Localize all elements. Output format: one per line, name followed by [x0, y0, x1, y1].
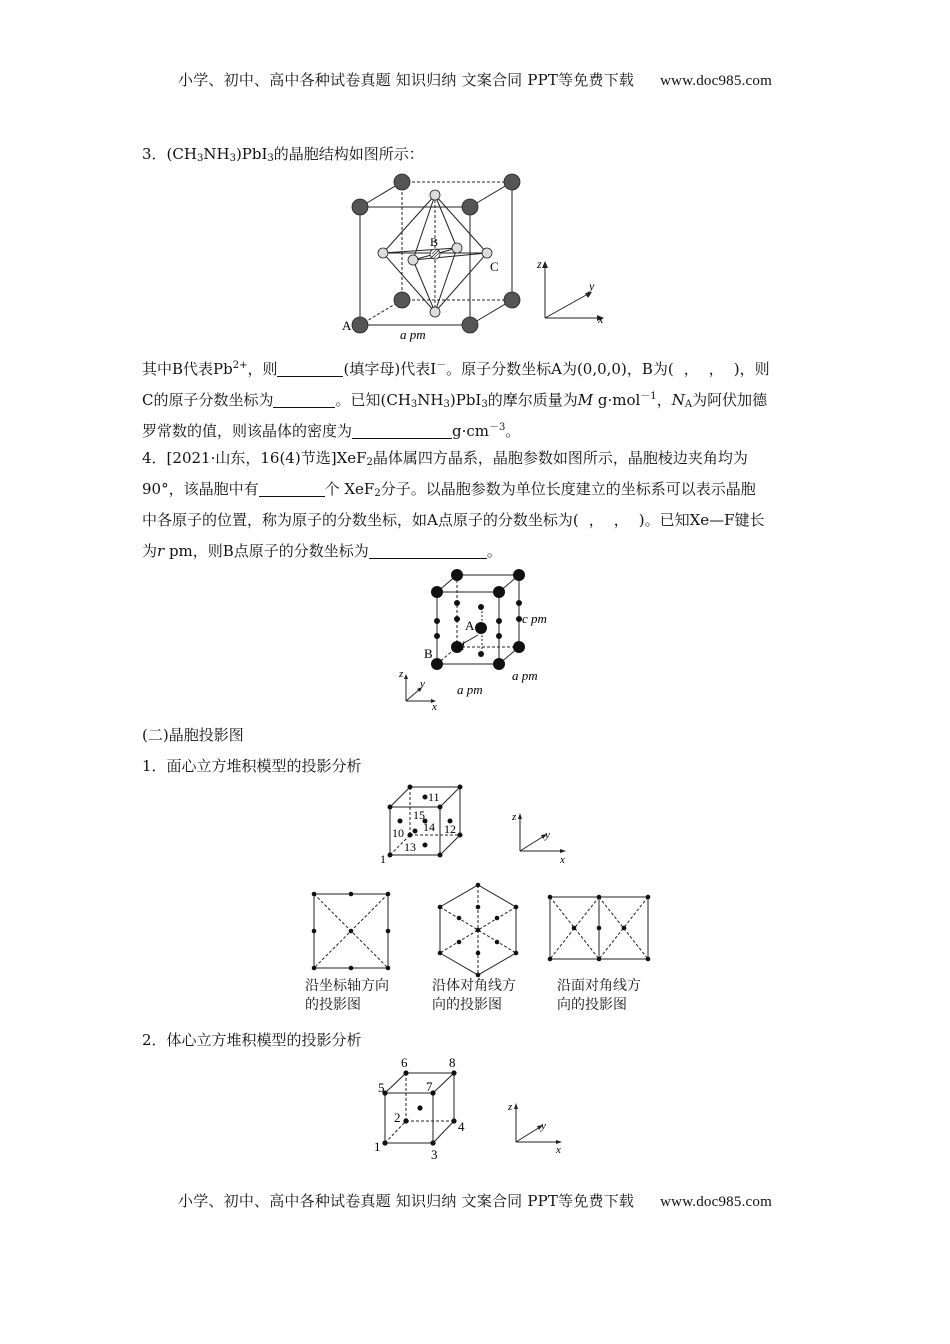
atom — [398, 819, 403, 824]
section-2-title: (二)晶胞投影图 — [142, 726, 244, 744]
atom — [408, 833, 413, 838]
projection-axis — [310, 890, 392, 972]
corner-atom — [462, 317, 478, 333]
corner-atom — [504, 174, 520, 190]
header-url: www.doc985.com — [660, 73, 772, 89]
label-apm-bottom: a pm — [457, 682, 483, 697]
atom — [423, 795, 428, 800]
axis-z: z — [508, 1101, 513, 1113]
label-a: A — [465, 618, 475, 633]
xe-atom — [493, 586, 505, 598]
xe-atom — [493, 658, 505, 670]
corner-atom — [394, 174, 410, 190]
axis-x: x — [556, 1144, 561, 1156]
atom-label: 11 — [428, 790, 440, 804]
atom-label: 10 — [392, 826, 404, 840]
f-atom — [516, 600, 522, 606]
face-atom — [408, 255, 418, 265]
f-atom — [478, 604, 484, 610]
label-a: A — [342, 318, 352, 333]
q4-line-2: 90°，该晶胞中有 个 XeF$_2$分子。以晶胞参数为单位长度建立的坐标系可以表示晶胞 — [142, 480, 756, 499]
atom-label: 6 — [401, 1055, 408, 1070]
xe-atom — [513, 641, 525, 653]
caption-face-diagonal: 沿面对角线方 向的投影图 — [557, 978, 641, 1013]
atom — [423, 843, 428, 848]
answer-blank[interactable] — [277, 360, 343, 377]
f-atom-b — [434, 633, 440, 639]
atom — [408, 785, 413, 790]
atom — [388, 853, 393, 858]
xe-atom-a — [475, 622, 487, 634]
xef2-cell-figure — [395, 565, 565, 713]
answer-blank[interactable] — [352, 422, 452, 439]
axis-z: z — [399, 668, 404, 680]
q3-title: 3．$(CH_3NH_3)PbI_3$的晶胞结构如图所示： — [142, 145, 424, 164]
axis-z: z — [512, 811, 517, 823]
atom-label: 14 — [423, 820, 435, 834]
page-footer — [0, 1190, 950, 1211]
corner-atom — [394, 292, 410, 308]
answer-blank[interactable] — [369, 542, 487, 559]
atom — [438, 853, 443, 858]
f-atom — [434, 618, 440, 624]
atom-label: 8 — [449, 1055, 456, 1070]
atom-label: 1 — [380, 852, 386, 866]
label-c: C — [490, 259, 499, 274]
label-apm: a pm — [400, 327, 426, 342]
q3-line-1: 其中B代表$Pb^{2+}$，则 (填字母)代表I－。原子分数坐标A为(0,0,0)，B为( ， ， )，则 — [142, 360, 770, 378]
xe-atom — [431, 586, 443, 598]
perovskite-cell-figure — [330, 170, 620, 345]
footer-text: 小学、初中、高中各种试卷真题 知识归纳 文案合同 PPT等免费下载 — [178, 1192, 635, 1210]
answer-blank[interactable] — [259, 480, 325, 497]
f-atom — [478, 651, 484, 657]
label-b: B — [424, 646, 433, 661]
f-atom — [454, 600, 460, 606]
face-atom — [482, 248, 492, 258]
footer-url: www.doc985.com — [660, 1194, 772, 1210]
atom-label: 7 — [426, 1079, 433, 1094]
label-b: B — [430, 235, 439, 249]
atom-label: 13 — [404, 840, 416, 854]
atom — [458, 785, 463, 790]
projection-face-diagonal — [547, 894, 651, 962]
axis-y: y — [545, 829, 550, 841]
atom — [458, 833, 463, 838]
atom-label: 1 — [374, 1139, 381, 1154]
f-atom — [496, 618, 502, 624]
f-atom — [496, 633, 502, 639]
corner-atom — [352, 199, 368, 215]
atom-label: 2 — [394, 1110, 401, 1125]
label-apm-right: a pm — [512, 668, 538, 683]
q4-line-3: 中各原子的位置，称为原子的分数坐标，如A点原子的分数坐标为( ， ， )。已知Xe—F键长 — [142, 511, 765, 529]
face-atom — [430, 190, 440, 200]
face-atom — [430, 307, 440, 317]
atom-label: 4 — [458, 1119, 465, 1134]
caption-axis: 沿坐标轴方向 的投影图 — [305, 978, 389, 1013]
xe-atom — [431, 658, 443, 670]
corner-atom — [462, 199, 478, 215]
atom-label: 15 — [413, 808, 425, 822]
axis-x: x — [598, 312, 604, 326]
face-atom — [452, 243, 462, 253]
label-d: d — [458, 638, 465, 653]
atom — [388, 805, 393, 810]
axis-y: y — [589, 279, 595, 293]
fcc-cube-figure — [380, 785, 580, 865]
atom — [413, 829, 418, 834]
q4-line-1: 4．[2021·山东，16(4)节选]XeF$_2$晶体属四方晶系，晶胞参数如图所示，晶胞棱边夹角均为 — [142, 449, 748, 468]
projection-body-diagonal — [436, 883, 520, 977]
q3-line-3: 罗常数的值，则该晶体的密度为 $g\cdot cm^{-3}$。 — [142, 422, 521, 440]
atom-label: 3 — [431, 1147, 438, 1162]
atom — [438, 805, 443, 810]
axis-x: x — [560, 854, 565, 866]
q4-line-4: 为r pm，则B点原子的分数坐标为 。 — [142, 542, 502, 560]
bcc-cube-figure — [370, 1055, 580, 1165]
axis-z: z — [537, 257, 542, 271]
f-atom — [454, 616, 460, 622]
xe-atom — [513, 569, 525, 581]
q3-line-2: C的原子分数坐标为 。已知$(CH_3NH_3)PbI_3$的摩尔质量为M g·mol$^{-1}$，$N_A$为阿伏加德 — [142, 391, 768, 410]
axis-y: y — [541, 1120, 546, 1132]
label-cpm: c pm — [522, 611, 547, 626]
header-text: 小学、初中、高中各种试卷真题 知识归纳 文案合同 PPT等免费下载 — [178, 71, 635, 89]
fcc-heading: 1．面心立方堆积模型的投影分析 — [142, 757, 362, 775]
xe-atom — [451, 569, 463, 581]
page-header — [0, 69, 950, 90]
bcc-heading: 2．体心立方堆积模型的投影分析 — [142, 1031, 362, 1049]
answer-blank[interactable] — [273, 391, 335, 408]
axis-x: x — [432, 701, 437, 713]
face-atom — [378, 248, 388, 258]
atom-label: 5 — [378, 1080, 385, 1095]
caption-body-diagonal: 沿体对角线方 向的投影图 — [432, 978, 516, 1013]
corner-atom — [352, 317, 368, 333]
atom-label: 12 — [444, 822, 456, 836]
axis-y: y — [420, 678, 425, 690]
corner-atom — [504, 292, 520, 308]
